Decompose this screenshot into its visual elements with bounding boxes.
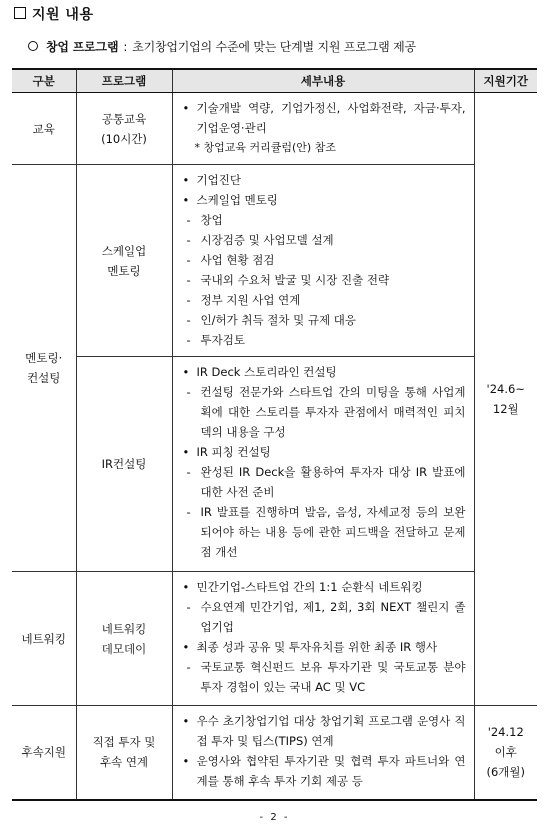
list-item: - 정부 지원 사업 연계 (186, 293, 301, 307)
category-mentoring: 멘토링· 컨설팅 (12, 165, 76, 572)
list-item: • 운영사와 협약된 투자기관 및 협력 투자 파트너와 연계를 통해 후속 투자 기회 제공 등 (182, 754, 466, 788)
details-scaleup (172, 165, 474, 357)
list-item: • 최종 성과 공유 및 투자유치를 위한 최종 IR 행사 (182, 640, 438, 654)
list-item: • IR 피칭 컨설팅 (182, 445, 271, 459)
category-followup: 후속지원 (12, 706, 76, 800)
list-item: - 창업 (186, 213, 223, 227)
list-item: - IR 발표를 진행하며 발음, 음성, 자세교정 등의 보완되어야 하는 내용 등에 관한 피드백을 전달하고 문제점 개선 (186, 505, 466, 559)
list-item: • 스케일업 멘토링 (182, 193, 278, 207)
subtitle-separator: : (123, 40, 128, 54)
period-main: '24.6~ 12월 (474, 93, 537, 706)
table-row (12, 357, 537, 572)
list-item: • IR Deck 스토리라인 컨설팅 (182, 365, 337, 379)
program-common-edu: 공통교육 (10시간) (76, 93, 172, 165)
list-item: - 컨설팅 전문가와 스타트업 간의 미팅을 통해 사업계획에 대한 스토리를 투자자 관점에서 매력적인 피치덱의 내용을 구성 (186, 385, 466, 439)
list-item: - 완성된 IR Deck을 활용하여 투자자 대상 IR 발표에 대한 사전 준비 (186, 465, 466, 499)
list-item: - 사업 현황 점검 (186, 253, 275, 267)
circle-bullet-icon (28, 41, 38, 51)
header-period: 지원기간 (474, 69, 537, 93)
subtitle-text: 초기창업기업의 수준에 맞는 단계별 지원 프로그램 제공 (132, 40, 416, 54)
period-followup: '24.12 이후 (6개월) (474, 706, 537, 800)
list-item: • 기술개발 역량, 기업가정신, 사업화전략, 자금·투자, 기업운영·관리 (182, 101, 466, 135)
list-item: - 수요연계 민간기업, 제1, 2회, 3회 NEXT 챌린지 졸업기업 (186, 600, 466, 634)
list-item: • 민간기업-스타트업 간의 1:1 순환식 네트워킹 (182, 580, 423, 594)
page-number: - 2 - (259, 812, 290, 823)
header-details: 세부내용 (172, 69, 474, 93)
details-ir (172, 357, 474, 572)
header-program: 프로그램 (76, 69, 172, 93)
checkbox-square-icon (14, 7, 26, 19)
list-item: • 우수 초기창업기업 대상 창업기획 프로그램 운영사 직접 투자 및 팁스(TIPS) 연계 (182, 714, 466, 748)
program-ir: IR컨설팅 (76, 357, 172, 572)
support-table (12, 68, 537, 801)
header-category: 구분 (12, 69, 76, 93)
list-item: - 국토교통 혁신펀드 보유 투자기관 및 국토교통 분야 투자 경험이 있는 국내 AC 및 VC (186, 660, 466, 694)
note: * 창업교육 커리큘럼(안) 참조 (194, 141, 336, 154)
table-row (12, 572, 537, 706)
subtitle (28, 38, 416, 55)
program-direct-invest: 직접 투자 및 후속 연계 (76, 706, 172, 800)
section-title: 지원 내용 (14, 4, 93, 24)
program-scaleup: 스케일업 멘토링 (76, 165, 172, 357)
details-networking (172, 572, 474, 706)
table-header-row (12, 69, 537, 93)
details-followup (172, 706, 474, 800)
details-education (172, 93, 474, 165)
subtitle-label: 창업 프로그램 (46, 40, 119, 54)
category-education: 교육 (12, 93, 76, 165)
table-row (12, 93, 537, 165)
list-item: - 투자검토 (186, 333, 245, 347)
list-item: • 기업진단 (182, 173, 241, 187)
program-networking-demo: 네트워킹 데모데이 (76, 572, 172, 706)
list-item: - 인/허가 취득 절차 및 규제 대응 (186, 313, 356, 327)
category-networking: 네트워킹 (12, 572, 76, 706)
table-row (12, 165, 537, 357)
table-row (12, 706, 537, 800)
list-item: - 시장검증 및 사업모델 설계 (186, 233, 334, 247)
list-item: - 국내외 수요처 발굴 및 시장 진출 전략 (186, 273, 390, 287)
